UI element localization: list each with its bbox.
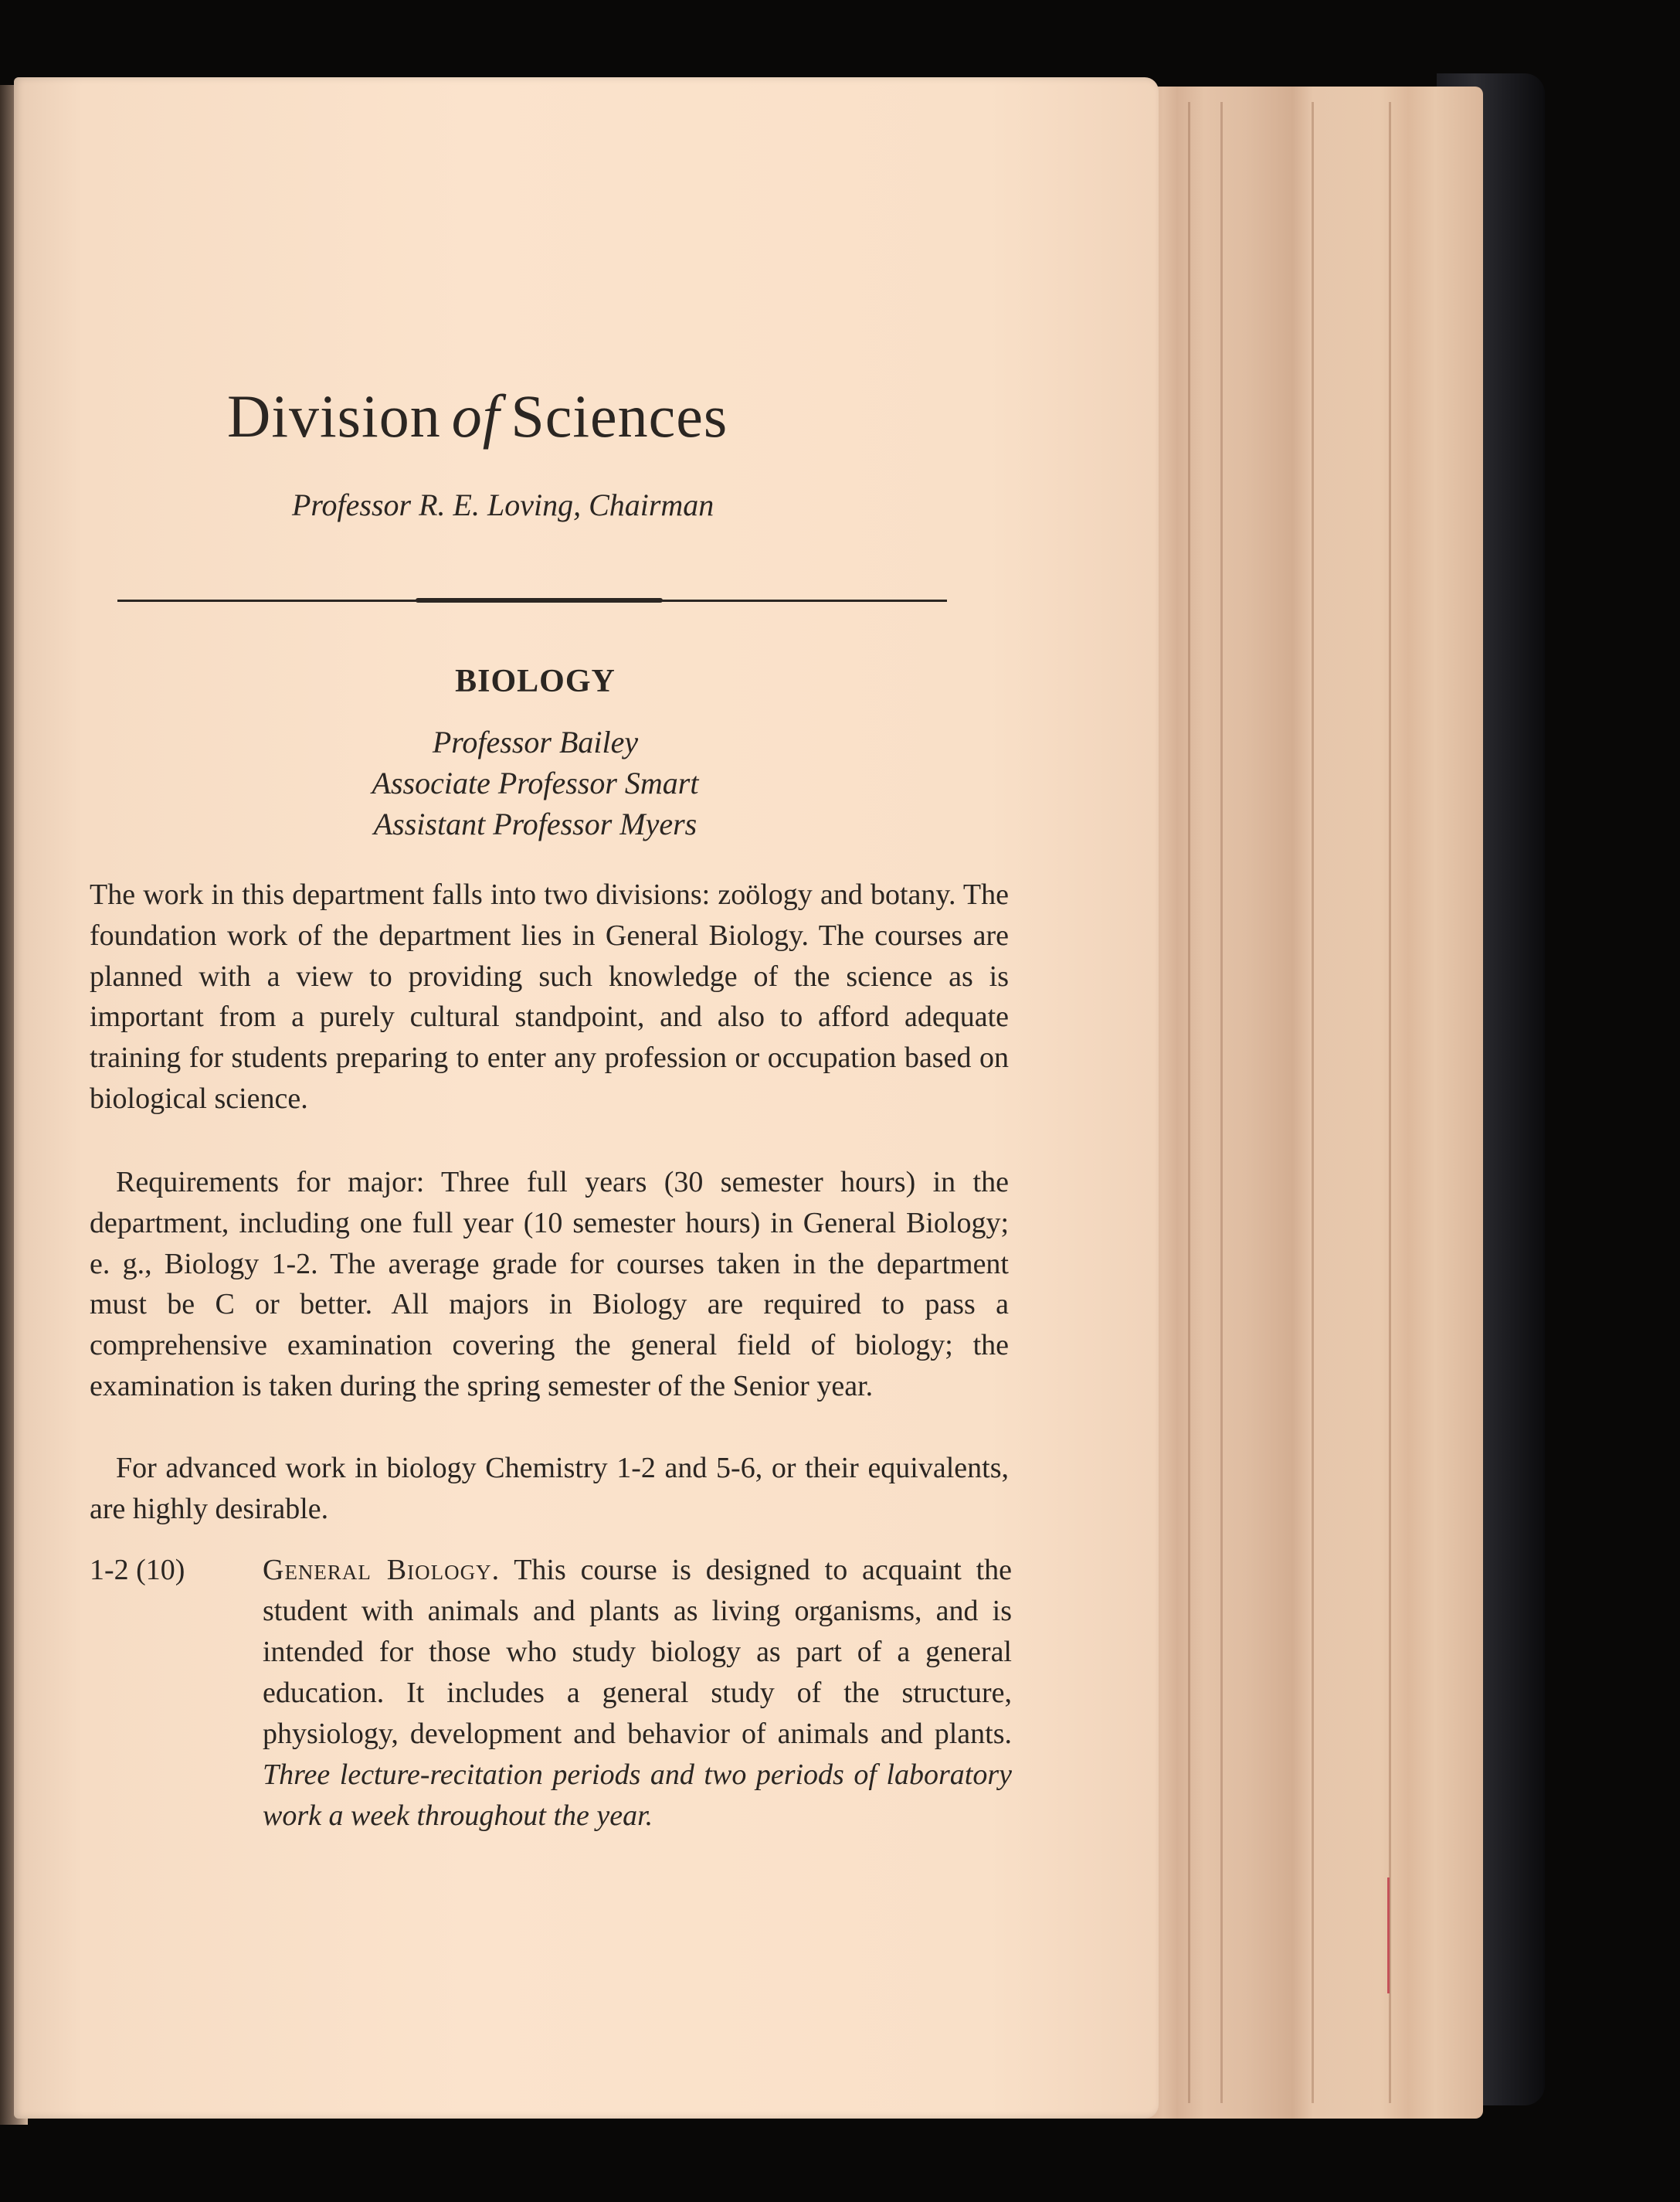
- course-name: General Biology.: [263, 1554, 501, 1586]
- book-page: [14, 77, 1159, 2119]
- intro-paragraph: The work in this department falls into two divisions: zoölogy and botany. The foundation work of the department lies in General Biology. The courses are planned with a view to providing such knowledge of the science as is important from a purely cultural standpoint, and also to afford adequate training for students preparing to enter any profession or occupation based on biological science.: [90, 878, 1009, 1115]
- division-chairman: Professor R. E. Loving, Chairman: [292, 488, 714, 522]
- page-edge-line: [1312, 102, 1314, 2103]
- section-divider-center: [416, 598, 663, 603]
- course-schedule: Three lecture-recitation periods and two periods of laboratory work a week throughout the year.: [263, 1759, 1012, 1832]
- division-title-pre: Division: [227, 382, 441, 450]
- division-title-post: Sciences: [511, 382, 728, 450]
- faculty-list: [14, 722, 1057, 844]
- department-title: BIOLOGY: [455, 664, 616, 699]
- faculty-member: Associate Professor Smart: [372, 766, 699, 800]
- page-edge-line: [1188, 102, 1190, 2103]
- page-edge-mark: [1387, 1877, 1390, 1993]
- faculty-member: Professor Bailey: [432, 725, 639, 759]
- page-edges: [1143, 87, 1483, 2119]
- page-edge-line: [1389, 102, 1391, 2103]
- advanced-work-paragraph: For advanced work in biology Chemistry 1-2 and 5-6, or their equivalents, are highly desirable.: [90, 1452, 1009, 1525]
- page-edge-line: [1220, 102, 1223, 2103]
- division-title-of: of: [451, 382, 501, 450]
- course-body: [263, 1550, 1012, 1837]
- course-number: 1-2 (10): [90, 1554, 185, 1586]
- faculty-member: Assistant Professor Myers: [373, 807, 697, 841]
- course-description: This course is designed to acquaint the student with animals and plants as living organisms, and is intended for those who study biology as part of a general education. It includes a general study of the structure, physiology, development and behavior of animals and plants.: [263, 1554, 1012, 1750]
- division-title: [227, 382, 860, 451]
- requirements-paragraph: Requirements for major: Three full years (30 semester hours) in the department, including one full year (10 semester hours) in General Biology; e. g., Biology 1-2. The average grade for courses taken in the department must be C or better. All majors in Biology are required to pass a comprehensive examination covering the general field of biology; the examination is taken during the spring semester of the Senior year.: [90, 1166, 1009, 1402]
